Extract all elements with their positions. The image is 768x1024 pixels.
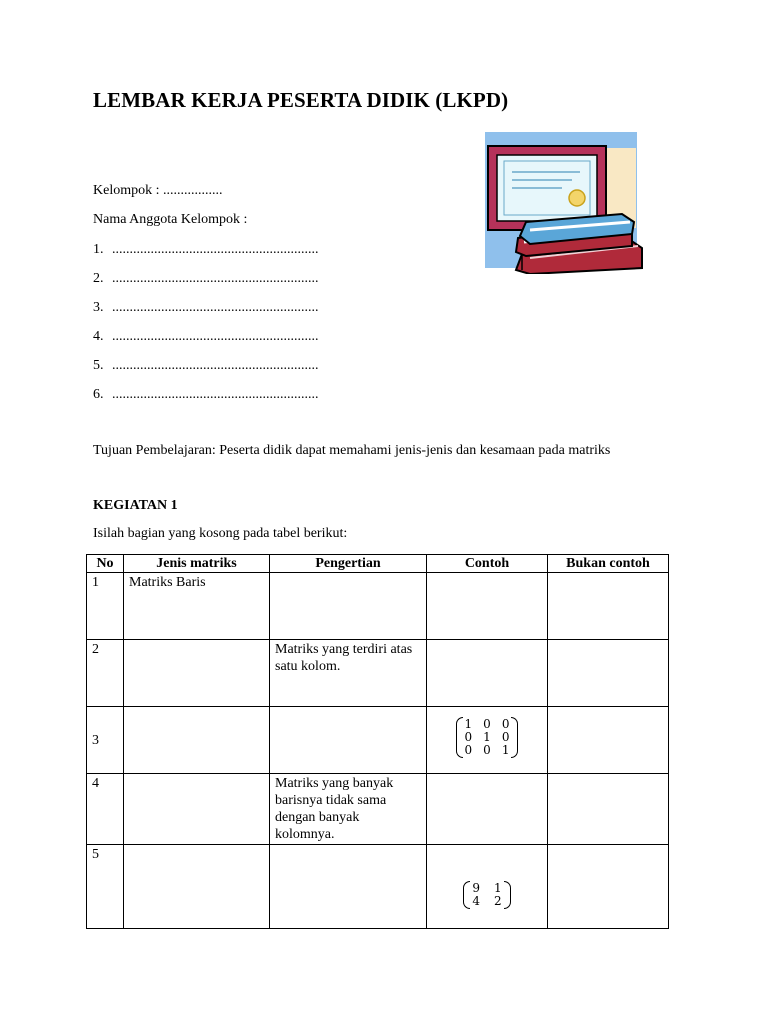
tujuan-pembelajaran: Tujuan Pembelajaran: Peserta didik dapat memahami jenis-jenis dan kesamaan pada matriks: [93, 443, 611, 458]
cell-pengertian: Matriks yang terdiri atas satu kolom.: [270, 640, 427, 707]
matrix-entry: 0: [501, 717, 510, 731]
anggota-line-1: 1. ...........................................................: [93, 242, 319, 257]
cell-bukan-contoh: [548, 573, 669, 640]
cell-pengertian: [270, 573, 427, 640]
cell-no: 2: [87, 640, 124, 707]
matrix-entry: 9: [472, 881, 480, 895]
cell-bukan-contoh: [548, 845, 669, 929]
matrix-entry: 0: [464, 743, 473, 757]
page-title: LEMBAR KERJA PESERTA DIDIK (LKPD): [93, 88, 509, 112]
matrix-entry: 4: [472, 894, 480, 908]
matrix-types-table: [86, 554, 669, 929]
nama-anggota-label: Nama Anggota Kelompok :: [93, 212, 248, 227]
cell-no: 5: [87, 845, 124, 929]
right-parenthesis: [504, 881, 511, 909]
cell-jenis: [124, 845, 270, 929]
instruction-text: Isilah bagian yang kosong pada tabel berikut:: [93, 526, 348, 541]
matrix-entry: 0: [464, 730, 473, 744]
cell-contoh: [427, 640, 548, 707]
certificate-books-clipart: [482, 130, 646, 274]
cell-no: 1: [87, 573, 124, 640]
identity-matrix-example: [456, 717, 519, 758]
anggota-line-4: 4. ...........................................................: [93, 329, 319, 344]
matrix-entry: 0: [483, 717, 491, 731]
kelompok-line: Kelompok : .................: [93, 183, 223, 198]
matrix-entry: 0: [483, 743, 491, 757]
cell-pengertian: [270, 845, 427, 929]
square-matrix-example: [463, 881, 510, 909]
table-row: [87, 640, 669, 707]
cell-pengertian: Matriks yang banyak barisnya tidak sama dengan banyak kolomnya.: [270, 774, 427, 845]
cell-jenis: [124, 707, 270, 774]
cell-contoh: [427, 573, 548, 640]
header-contoh: Contoh: [427, 555, 548, 573]
cell-contoh: [427, 707, 548, 774]
anggota-line-5: 5. ...........................................................: [93, 358, 319, 373]
cell-jenis: [124, 774, 270, 845]
kegiatan-heading: KEGIATAN 1: [93, 498, 178, 513]
matrix-entry: 0: [501, 730, 510, 744]
cell-jenis: Matriks Baris: [124, 573, 270, 640]
cell-no: 3: [87, 707, 124, 774]
table-row: [87, 845, 669, 929]
cell-bukan-contoh: [548, 640, 669, 707]
header-pengertian: Pengertian: [270, 555, 427, 573]
matrix-entry: 1: [501, 743, 510, 757]
table-header-row: [87, 555, 669, 573]
left-parenthesis: [456, 717, 463, 758]
header-no: No: [87, 555, 124, 573]
cell-pengertian: [270, 707, 427, 774]
table-row: [87, 774, 669, 845]
cell-jenis: [124, 640, 270, 707]
cell-bukan-contoh: [548, 707, 669, 774]
left-parenthesis: [463, 881, 470, 909]
anggota-line-3: 3. ...........................................................: [93, 300, 319, 315]
matrix-entry: 1: [464, 717, 473, 731]
cell-contoh: [427, 845, 548, 929]
right-parenthesis: [511, 717, 518, 758]
cell-bukan-contoh: [548, 774, 669, 845]
cell-contoh: [427, 774, 548, 845]
header-bukan-contoh: Bukan contoh: [548, 555, 669, 573]
certificate-seal-icon: [569, 190, 585, 206]
anggota-line-2: 2. ...........................................................: [93, 271, 319, 286]
matrix-entry: 1: [494, 881, 502, 895]
cell-no: 4: [87, 774, 124, 845]
header-jenis-matriks: Jenis matriks: [124, 555, 270, 573]
table-row: [87, 573, 669, 640]
matrix-entry: 1: [483, 730, 491, 744]
table-row: [87, 707, 669, 774]
matrix-entry: 2: [494, 894, 502, 908]
anggota-line-6: 6. ...........................................................: [93, 387, 319, 402]
